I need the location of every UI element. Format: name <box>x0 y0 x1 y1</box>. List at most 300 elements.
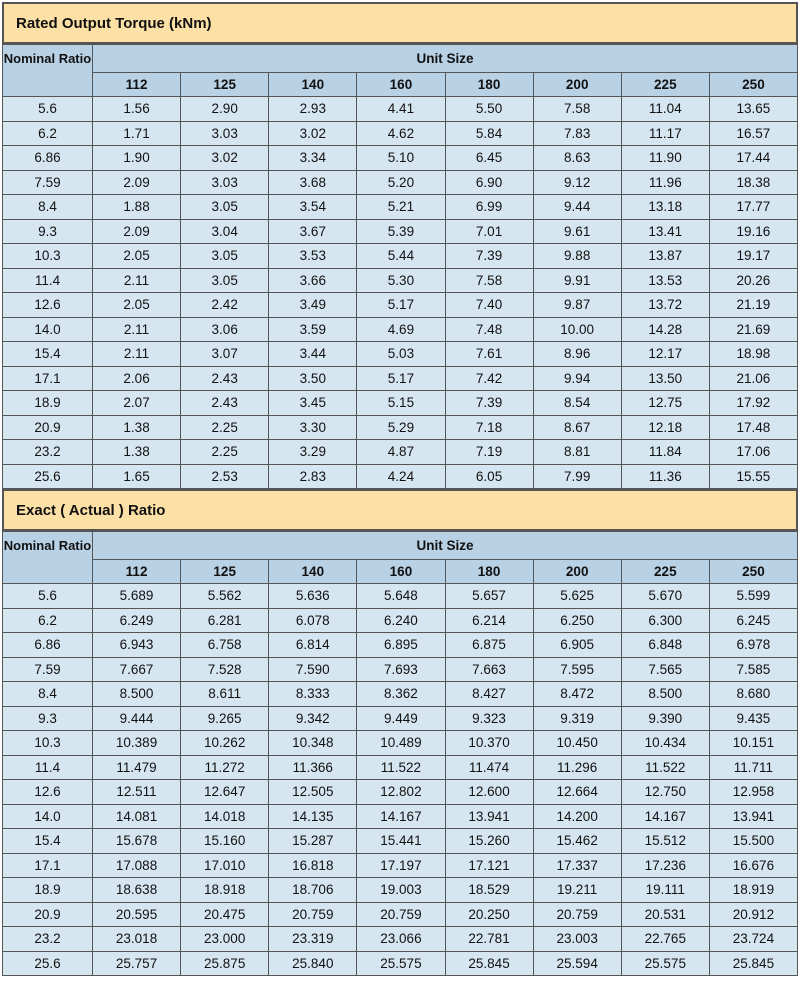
value-cell: 5.15 <box>357 391 445 416</box>
value-cell: 10.450 <box>533 731 621 756</box>
value-cell: 19.003 <box>357 878 445 903</box>
value-cell: 2.09 <box>93 219 181 244</box>
value-cell: 7.585 <box>709 657 797 682</box>
table-row <box>3 853 798 878</box>
size-header: 200 <box>533 73 621 97</box>
value-cell: 9.342 <box>269 706 357 731</box>
value-cell: 15.512 <box>621 829 709 854</box>
value-cell: 6.943 <box>93 633 181 658</box>
value-cell: 4.41 <box>357 97 445 122</box>
value-cell: 5.39 <box>357 219 445 244</box>
value-cell: 7.565 <box>621 657 709 682</box>
value-cell: 6.214 <box>445 608 533 633</box>
value-cell: 23.724 <box>709 927 797 952</box>
value-cell: 20.759 <box>357 902 445 927</box>
value-cell: 11.522 <box>357 755 445 780</box>
value-cell: 8.333 <box>269 682 357 707</box>
size-header: 180 <box>445 73 533 97</box>
value-cell: 11.17 <box>621 121 709 146</box>
nominal-ratio-cell: 11.4 <box>3 755 93 780</box>
table-row <box>3 317 798 342</box>
value-cell: 10.262 <box>181 731 269 756</box>
size-header: 225 <box>621 73 709 97</box>
value-cell: 6.300 <box>621 608 709 633</box>
value-cell: 9.61 <box>533 219 621 244</box>
value-cell: 6.758 <box>181 633 269 658</box>
nominal-ratio-cell: 14.0 <box>3 317 93 342</box>
value-cell: 7.663 <box>445 657 533 682</box>
value-cell: 7.667 <box>93 657 181 682</box>
value-cell: 11.479 <box>93 755 181 780</box>
value-cell: 1.38 <box>93 440 181 465</box>
value-cell: 11.522 <box>621 755 709 780</box>
value-cell: 3.50 <box>269 366 357 391</box>
value-cell: 10.434 <box>621 731 709 756</box>
value-cell: 15.160 <box>181 829 269 854</box>
value-cell: 8.81 <box>533 440 621 465</box>
value-cell: 9.390 <box>621 706 709 731</box>
value-cell: 5.84 <box>445 121 533 146</box>
value-cell: 2.09 <box>93 170 181 195</box>
value-cell: 21.69 <box>709 317 797 342</box>
value-cell: 6.848 <box>621 633 709 658</box>
ratio-table <box>2 531 798 976</box>
value-cell: 5.636 <box>269 584 357 609</box>
nominal-ratio-cell: 14.0 <box>3 804 93 829</box>
table-row <box>3 268 798 293</box>
value-cell: 15.260 <box>445 829 533 854</box>
table-row <box>3 902 798 927</box>
value-cell: 13.87 <box>621 244 709 269</box>
nominal-ratio-cell: 20.9 <box>3 902 93 927</box>
value-cell: 14.018 <box>181 804 269 829</box>
table-row <box>3 731 798 756</box>
value-cell: 7.58 <box>445 268 533 293</box>
value-cell: 8.96 <box>533 342 621 367</box>
size-header: 160 <box>357 73 445 97</box>
size-header: 112 <box>93 560 181 584</box>
value-cell: 6.240 <box>357 608 445 633</box>
table-row <box>3 951 798 976</box>
value-cell: 5.689 <box>93 584 181 609</box>
nominal-ratio-cell: 6.86 <box>3 633 93 658</box>
value-cell: 11.474 <box>445 755 533 780</box>
value-cell: 3.68 <box>269 170 357 195</box>
value-cell: 17.236 <box>621 853 709 878</box>
value-cell: 4.62 <box>357 121 445 146</box>
value-cell: 5.17 <box>357 366 445 391</box>
value-cell: 7.42 <box>445 366 533 391</box>
value-cell: 11.96 <box>621 170 709 195</box>
nominal-ratio-cell: 8.4 <box>3 682 93 707</box>
table-row <box>3 97 798 122</box>
value-cell: 12.802 <box>357 780 445 805</box>
value-cell: 25.845 <box>445 951 533 976</box>
nominal-ratio-cell: 10.3 <box>3 244 93 269</box>
value-cell: 6.978 <box>709 633 797 658</box>
value-cell: 10.489 <box>357 731 445 756</box>
value-cell: 9.44 <box>533 195 621 220</box>
value-cell: 2.07 <box>93 391 181 416</box>
value-cell: 9.319 <box>533 706 621 731</box>
value-cell: 9.88 <box>533 244 621 269</box>
table-row <box>3 195 798 220</box>
table-row <box>3 146 798 171</box>
value-cell: 5.30 <box>357 268 445 293</box>
size-header: 125 <box>181 73 269 97</box>
value-cell: 7.48 <box>445 317 533 342</box>
value-cell: 17.197 <box>357 853 445 878</box>
value-cell: 6.249 <box>93 608 181 633</box>
value-cell: 7.528 <box>181 657 269 682</box>
value-cell: 16.676 <box>709 853 797 878</box>
torque-section-title: Rated Output Torque (kNm) <box>2 2 798 44</box>
value-cell: 3.67 <box>269 219 357 244</box>
value-cell: 17.06 <box>709 440 797 465</box>
value-cell: 20.912 <box>709 902 797 927</box>
value-cell: 12.647 <box>181 780 269 805</box>
value-cell: 7.40 <box>445 293 533 318</box>
value-cell: 8.680 <box>709 682 797 707</box>
value-cell: 8.472 <box>533 682 621 707</box>
nominal-ratio-cell: 12.6 <box>3 780 93 805</box>
nominal-ratio-cell: 6.2 <box>3 121 93 146</box>
value-cell: 13.941 <box>445 804 533 829</box>
table-row <box>3 657 798 682</box>
value-cell: 12.18 <box>621 415 709 440</box>
value-cell: 12.505 <box>269 780 357 805</box>
value-cell: 2.06 <box>93 366 181 391</box>
value-cell: 3.54 <box>269 195 357 220</box>
value-cell: 18.918 <box>181 878 269 903</box>
unit-size-header: Unit Size <box>93 45 798 73</box>
value-cell: 13.65 <box>709 97 797 122</box>
value-cell: 12.600 <box>445 780 533 805</box>
value-cell: 9.323 <box>445 706 533 731</box>
value-cell: 10.151 <box>709 731 797 756</box>
value-cell: 20.759 <box>533 902 621 927</box>
value-cell: 4.24 <box>357 464 445 489</box>
value-cell: 15.287 <box>269 829 357 854</box>
value-cell: 6.078 <box>269 608 357 633</box>
value-cell: 11.84 <box>621 440 709 465</box>
value-cell: 25.875 <box>181 951 269 976</box>
value-cell: 10.370 <box>445 731 533 756</box>
nominal-ratio-cell: 7.59 <box>3 657 93 682</box>
value-cell: 2.43 <box>181 366 269 391</box>
value-cell: 8.500 <box>93 682 181 707</box>
value-cell: 11.90 <box>621 146 709 171</box>
value-cell: 3.05 <box>181 195 269 220</box>
nominal-ratio-cell: 12.6 <box>3 293 93 318</box>
value-cell: 2.05 <box>93 293 181 318</box>
value-cell: 11.366 <box>269 755 357 780</box>
value-cell: 3.45 <box>269 391 357 416</box>
value-cell: 5.10 <box>357 146 445 171</box>
value-cell: 14.167 <box>357 804 445 829</box>
table-row <box>3 682 798 707</box>
nominal-ratio-cell: 25.6 <box>3 951 93 976</box>
value-cell: 3.06 <box>181 317 269 342</box>
value-cell: 3.53 <box>269 244 357 269</box>
value-cell: 12.958 <box>709 780 797 805</box>
value-cell: 6.250 <box>533 608 621 633</box>
value-cell: 17.337 <box>533 853 621 878</box>
value-cell: 17.92 <box>709 391 797 416</box>
nominal-ratio-cell: 7.59 <box>3 170 93 195</box>
value-cell: 6.875 <box>445 633 533 658</box>
nominal-ratio-cell: 17.1 <box>3 853 93 878</box>
value-cell: 2.25 <box>181 415 269 440</box>
value-cell: 7.18 <box>445 415 533 440</box>
value-cell: 11.04 <box>621 97 709 122</box>
unit-size-header: Unit Size <box>93 532 798 560</box>
value-cell: 11.711 <box>709 755 797 780</box>
size-header: 250 <box>709 73 797 97</box>
value-cell: 19.111 <box>621 878 709 903</box>
value-cell: 5.29 <box>357 415 445 440</box>
value-cell: 20.26 <box>709 268 797 293</box>
value-cell: 6.90 <box>445 170 533 195</box>
spec-page <box>2 2 798 976</box>
nominal-ratio-cell: 20.9 <box>3 415 93 440</box>
value-cell: 20.595 <box>93 902 181 927</box>
nominal-ratio-cell: 10.3 <box>3 731 93 756</box>
value-cell: 13.941 <box>709 804 797 829</box>
value-cell: 15.55 <box>709 464 797 489</box>
value-cell: 14.081 <box>93 804 181 829</box>
value-cell: 9.91 <box>533 268 621 293</box>
value-cell: 6.814 <box>269 633 357 658</box>
value-cell: 7.58 <box>533 97 621 122</box>
value-cell: 10.389 <box>93 731 181 756</box>
value-cell: 14.200 <box>533 804 621 829</box>
value-cell: 12.750 <box>621 780 709 805</box>
value-cell: 15.441 <box>357 829 445 854</box>
value-cell: 6.05 <box>445 464 533 489</box>
size-header: 112 <box>93 73 181 97</box>
value-cell: 12.75 <box>621 391 709 416</box>
table-row <box>3 829 798 854</box>
value-cell: 21.06 <box>709 366 797 391</box>
value-cell: 3.66 <box>269 268 357 293</box>
size-header: 125 <box>181 560 269 584</box>
value-cell: 8.63 <box>533 146 621 171</box>
nominal-ratio-cell: 15.4 <box>3 342 93 367</box>
size-header: 180 <box>445 560 533 584</box>
nominal-ratio-cell: 8.4 <box>3 195 93 220</box>
value-cell: 2.83 <box>269 464 357 489</box>
value-cell: 3.49 <box>269 293 357 318</box>
value-cell: 9.94 <box>533 366 621 391</box>
nominal-ratio-cell: 9.3 <box>3 219 93 244</box>
value-cell: 5.670 <box>621 584 709 609</box>
value-cell: 9.12 <box>533 170 621 195</box>
table-row <box>3 440 798 465</box>
value-cell: 10.00 <box>533 317 621 342</box>
value-cell: 20.531 <box>621 902 709 927</box>
value-cell: 12.664 <box>533 780 621 805</box>
value-cell: 13.53 <box>621 268 709 293</box>
value-cell: 23.319 <box>269 927 357 952</box>
value-cell: 17.44 <box>709 146 797 171</box>
value-cell: 5.03 <box>357 342 445 367</box>
value-cell: 5.50 <box>445 97 533 122</box>
nominal-ratio-cell: 11.4 <box>3 268 93 293</box>
value-cell: 18.638 <box>93 878 181 903</box>
value-cell: 15.500 <box>709 829 797 854</box>
value-cell: 7.39 <box>445 391 533 416</box>
value-cell: 5.21 <box>357 195 445 220</box>
value-cell: 11.296 <box>533 755 621 780</box>
value-cell: 14.167 <box>621 804 709 829</box>
value-cell: 8.362 <box>357 682 445 707</box>
value-cell: 3.59 <box>269 317 357 342</box>
value-cell: 2.11 <box>93 342 181 367</box>
value-cell: 11.36 <box>621 464 709 489</box>
value-cell: 3.03 <box>181 170 269 195</box>
value-cell: 1.38 <box>93 415 181 440</box>
value-cell: 2.42 <box>181 293 269 318</box>
value-cell: 17.48 <box>709 415 797 440</box>
ratio-table-body <box>3 584 798 976</box>
value-cell: 9.87 <box>533 293 621 318</box>
value-cell: 20.250 <box>445 902 533 927</box>
value-cell: 9.449 <box>357 706 445 731</box>
value-cell: 14.135 <box>269 804 357 829</box>
value-cell: 10.348 <box>269 731 357 756</box>
value-cell: 23.066 <box>357 927 445 952</box>
value-cell: 2.11 <box>93 317 181 342</box>
nominal-ratio-cell: 6.86 <box>3 146 93 171</box>
value-cell: 1.90 <box>93 146 181 171</box>
table-row <box>3 633 798 658</box>
value-cell: 2.11 <box>93 268 181 293</box>
ratio-section-title: Exact ( Actual ) Ratio <box>2 489 798 531</box>
nominal-ratio-header: Nominal Ratio <box>3 532 93 584</box>
value-cell: 2.25 <box>181 440 269 465</box>
value-cell: 3.04 <box>181 219 269 244</box>
table-row <box>3 464 798 489</box>
value-cell: 5.599 <box>709 584 797 609</box>
value-cell: 1.88 <box>93 195 181 220</box>
size-header: 140 <box>269 73 357 97</box>
size-header: 250 <box>709 560 797 584</box>
value-cell: 17.77 <box>709 195 797 220</box>
value-cell: 20.759 <box>269 902 357 927</box>
value-cell: 4.87 <box>357 440 445 465</box>
torque-table <box>2 44 798 489</box>
value-cell: 2.05 <box>93 244 181 269</box>
table-row <box>3 755 798 780</box>
size-header: 200 <box>533 560 621 584</box>
value-cell: 18.706 <box>269 878 357 903</box>
value-cell: 6.99 <box>445 195 533 220</box>
value-cell: 25.757 <box>93 951 181 976</box>
value-cell: 22.765 <box>621 927 709 952</box>
table-row <box>3 342 798 367</box>
table-row <box>3 608 798 633</box>
value-cell: 4.69 <box>357 317 445 342</box>
value-cell: 7.61 <box>445 342 533 367</box>
value-cell: 19.211 <box>533 878 621 903</box>
value-cell: 25.575 <box>621 951 709 976</box>
value-cell: 17.088 <box>93 853 181 878</box>
value-cell: 19.16 <box>709 219 797 244</box>
value-cell: 13.50 <box>621 366 709 391</box>
value-cell: 25.575 <box>357 951 445 976</box>
table-row <box>3 780 798 805</box>
value-cell: 13.41 <box>621 219 709 244</box>
value-cell: 20.475 <box>181 902 269 927</box>
value-cell: 1.71 <box>93 121 181 146</box>
nominal-ratio-cell: 9.3 <box>3 706 93 731</box>
value-cell: 18.98 <box>709 342 797 367</box>
value-cell: 5.20 <box>357 170 445 195</box>
value-cell: 18.529 <box>445 878 533 903</box>
value-cell: 8.54 <box>533 391 621 416</box>
value-cell: 7.83 <box>533 121 621 146</box>
table-row <box>3 170 798 195</box>
value-cell: 5.17 <box>357 293 445 318</box>
value-cell: 12.511 <box>93 780 181 805</box>
value-cell: 17.010 <box>181 853 269 878</box>
table-row <box>3 415 798 440</box>
value-cell: 23.000 <box>181 927 269 952</box>
table-row <box>3 121 798 146</box>
nominal-ratio-cell: 18.9 <box>3 878 93 903</box>
table-row <box>3 706 798 731</box>
value-cell: 6.281 <box>181 608 269 633</box>
value-cell: 7.590 <box>269 657 357 682</box>
value-cell: 17.121 <box>445 853 533 878</box>
value-cell: 5.625 <box>533 584 621 609</box>
value-cell: 8.427 <box>445 682 533 707</box>
value-cell: 7.01 <box>445 219 533 244</box>
nominal-ratio-cell: 5.6 <box>3 584 93 609</box>
value-cell: 2.90 <box>181 97 269 122</box>
size-header: 140 <box>269 560 357 584</box>
value-cell: 18.919 <box>709 878 797 903</box>
torque-table-body <box>3 97 798 489</box>
value-cell: 23.003 <box>533 927 621 952</box>
nominal-ratio-cell: 18.9 <box>3 391 93 416</box>
value-cell: 21.19 <box>709 293 797 318</box>
size-header: 160 <box>357 560 445 584</box>
value-cell: 3.05 <box>181 268 269 293</box>
nominal-ratio-cell: 23.2 <box>3 927 93 952</box>
nominal-ratio-cell: 23.2 <box>3 440 93 465</box>
value-cell: 14.28 <box>621 317 709 342</box>
value-cell: 15.462 <box>533 829 621 854</box>
table-row <box>3 293 798 318</box>
value-cell: 3.02 <box>181 146 269 171</box>
value-cell: 6.905 <box>533 633 621 658</box>
value-cell: 3.03 <box>181 121 269 146</box>
value-cell: 1.56 <box>93 97 181 122</box>
table-row <box>3 584 798 609</box>
table-row <box>3 391 798 416</box>
value-cell: 8.67 <box>533 415 621 440</box>
value-cell: 1.65 <box>93 464 181 489</box>
value-cell: 25.845 <box>709 951 797 976</box>
table-row <box>3 927 798 952</box>
table-row <box>3 878 798 903</box>
value-cell: 25.840 <box>269 951 357 976</box>
value-cell: 13.72 <box>621 293 709 318</box>
value-cell: 3.02 <box>269 121 357 146</box>
size-header: 225 <box>621 560 709 584</box>
